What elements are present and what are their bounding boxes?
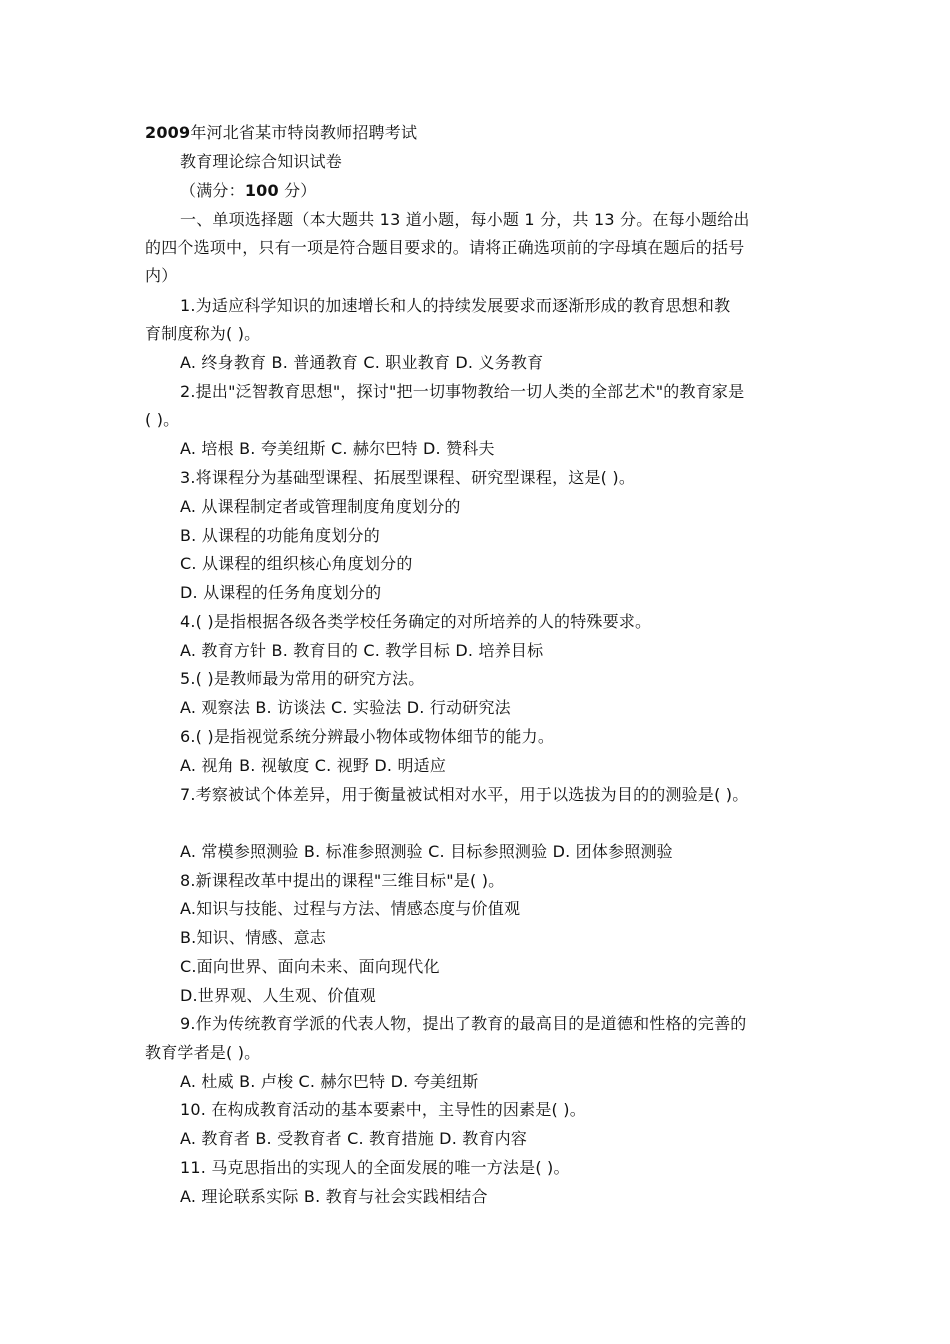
question-3-option-d: D. 从课程的任务角度划分的	[180, 583, 382, 602]
question-6-stem: 6.( )是指视觉系统分辨最小物体或物体细节的能力。	[180, 727, 555, 746]
question-3-option-c: C. 从课程的组织核心角度划分的	[180, 554, 413, 573]
question-11-options: A. 理论联系实际 B. 教育与社会实践相结合	[180, 1187, 488, 1206]
question-11-stem: 11. 马克思指出的实现人的全面发展的唯一方法是( )。	[180, 1158, 570, 1177]
question-3-option-b: B. 从课程的功能角度划分的	[180, 526, 380, 545]
question-8-option-b: B.知识、情感、意志	[180, 928, 327, 947]
question-2-options: A. 培根 B. 夸美纽斯 C. 赫尔巴特 D. 赞科夫	[180, 439, 495, 458]
exam-title-text: 年河北省某市特岗教师招聘考试	[190, 123, 418, 142]
question-3-option-a: A. 从课程制定者或管理制度角度划分的	[180, 497, 461, 516]
question-1-options: A. 终身教育 B. 普通教育 C. 职业教育 D. 义务教育	[180, 353, 544, 372]
question-8-option-d: D.世界观、人生观、价值观	[180, 986, 377, 1005]
score-suffix: 分）	[278, 181, 317, 200]
exam-score	[180, 181, 317, 201]
question-8-stem: 8.新课程改革中提出的课程"三维目标"是( )。	[180, 871, 505, 890]
question-3-stem: 3.将课程分为基础型课程、拓展型课程、研究型课程，这是( )。	[180, 468, 636, 487]
question-1-stem-cont: 育制度称为( )。	[145, 324, 261, 343]
exam-title	[145, 123, 417, 143]
score-value: 100	[244, 181, 279, 200]
exam-year: 2009	[145, 123, 191, 142]
question-10-stem: 10. 在构成教育活动的基本要素中，主导性的因素是( )。	[180, 1100, 586, 1119]
question-4-stem: 4.( )是指根据各级各类学校任务确定的对所培养的人的特殊要求。	[180, 612, 652, 631]
question-2-stem-cont: ( )。	[145, 410, 180, 429]
question-2-stem: 2.提出"泛智教育思想"，探讨"把一切事物教给一切人类的全部艺术"的教育家是	[180, 382, 745, 401]
question-8-option-a: A.知识与技能、过程与方法、情感态度与价值观	[180, 899, 521, 918]
question-7-options: A. 常模参照测验 B. 标准参照测验 C. 目标参照测验 D. 团体参照测验	[180, 842, 673, 861]
question-6-options: A. 视角 B. 视敏度 C. 视野 D. 明适应	[180, 756, 447, 775]
section-instructions-line1: 一、单项选择题（本大题共 13 道小题，每小题 1 分，共 13 分。在每小题给出	[180, 210, 750, 229]
section-instructions-line3: 内）	[145, 266, 178, 285]
question-10-options: A. 教育者 B. 受教育者 C. 教育措施 D. 教育内容	[180, 1129, 528, 1148]
question-7-stem: 7.考察被试个体差异，用于衡量被试相对水平，用于以选拔为目的的测验是( )。	[180, 785, 749, 804]
question-5-stem: 5.( )是教师最为常用的研究方法。	[180, 669, 425, 688]
question-5-options: A. 观察法 B. 访谈法 C. 实验法 D. 行动研究法	[180, 698, 511, 717]
question-4-options: A. 教育方针 B. 教育目的 C. 教学目标 D. 培养目标	[180, 641, 544, 660]
exam-subtitle: 教育理论综合知识试卷	[180, 152, 343, 171]
question-9-stem: 9.作为传统教育学派的代表人物，提出了教育的最高目的是道德和性格的完善的	[180, 1014, 747, 1033]
question-8-option-c: C.面向世界、面向未来、面向现代化	[180, 957, 440, 976]
section-instructions-line2: 的四个选项中，只有一项是符合题目要求的。请将正确选项前的字母填在题后的括号	[145, 238, 745, 257]
question-1-stem: 1.为适应科学知识的加速增长和人的持续发展要求而逐渐形成的教育思想和教	[180, 296, 731, 315]
question-9-stem-cont: 教育学者是( )。	[145, 1043, 261, 1062]
question-9-options: A. 杜威 B. 卢梭 C. 赫尔巴特 D. 夸美纽斯	[180, 1072, 479, 1091]
score-prefix: （满分：	[180, 181, 245, 200]
